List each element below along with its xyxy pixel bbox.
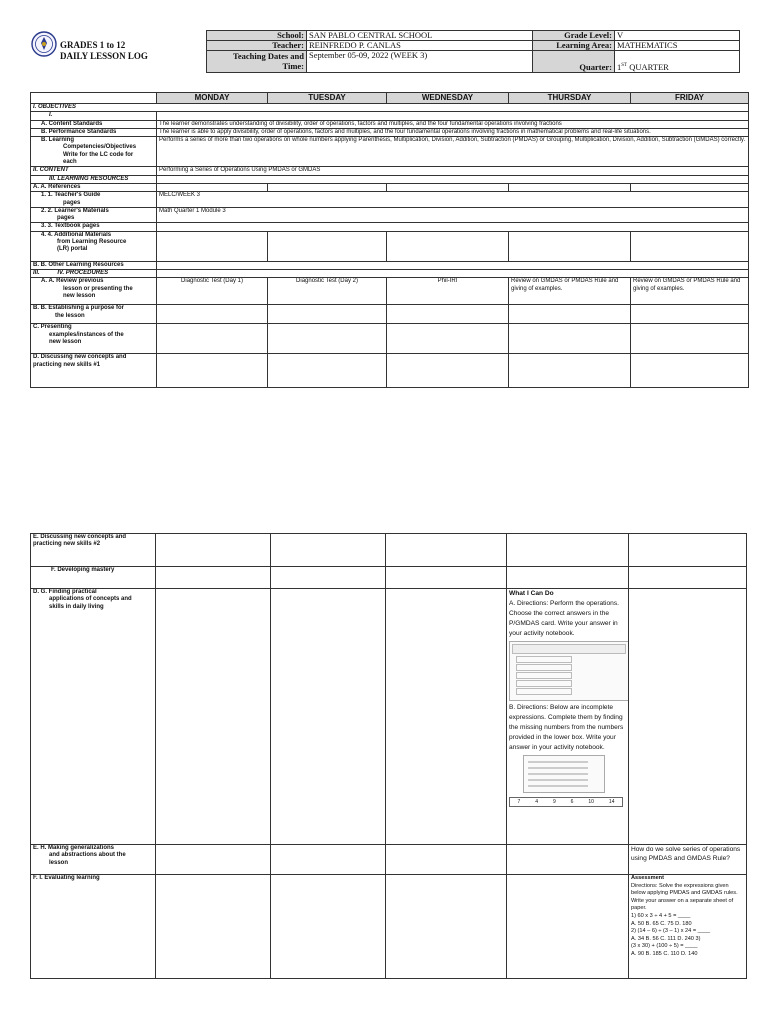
lm-label-2: pages (57, 215, 75, 222)
review-label (31, 278, 157, 305)
school-value: SAN PABLO CENTRAL SCHOOL (307, 31, 533, 41)
content-standards-label: A. Content Standards (31, 120, 157, 128)
pgmdas-card-image (509, 641, 629, 701)
lesson-log-table-page1 (30, 92, 749, 388)
number-box-item: 7 (517, 799, 521, 805)
additional-materials-label (31, 231, 157, 261)
practical-label-1: D. G. Finding practical (33, 589, 97, 595)
review-friday: Review on GMDAS or PMDAS Rule and giving of examples. (631, 278, 749, 305)
teacher-value: REINFREDO P. CANLAS (307, 41, 533, 51)
generalization-friday: How do we solve series of operations using PMDAS and GMDAS Rule? (629, 845, 747, 875)
purpose-label-1: B. B. Establishing a purpose for (33, 305, 125, 312)
review-label-2: lesson or presenting the (63, 285, 133, 292)
review-label-3: new lesson (63, 292, 96, 299)
form-title (60, 40, 148, 62)
dates-value: September 05-09, 2022 (WEEK 3) (307, 51, 533, 73)
presenting-label-1: C. Presenting (33, 324, 72, 331)
textbook-pages-label: 3. 3. Textbook pages (31, 223, 157, 231)
presenting-label-3: new lesson (49, 338, 82, 345)
dates-label-line1: Teaching Dates and (232, 51, 304, 61)
learners-materials-label (31, 207, 157, 223)
quarter-word: QUARTER (629, 62, 669, 72)
directions-a: A. Directions: Perform the operations. Choose the correct answers in the P/GMDAS card. Write your answer in your activity notebook. (509, 600, 619, 637)
presenting-label-2: examples/instances of the (49, 331, 124, 338)
gen-label-1: E. H. Making generalizations (33, 845, 115, 851)
generalization-label (31, 845, 156, 875)
add-label-2: from Learning Resource (57, 239, 127, 246)
day-monday: MONDAY (157, 93, 268, 104)
assessment-q2: 2) (14 – 6) ÷ (3 – 1) x 24 = ____ (631, 928, 711, 935)
practical-label (31, 589, 156, 845)
competencies-value: Performs a series of more than two operations on whole numbers applying Parenthesis, Multiplication, Division, Addition, Subtraction (PMDAS) or Grouping, Multiplication, Division, Addition, Subtraction (GMDAS) correctly. (157, 137, 749, 167)
practical-label-3: skills in daily living (49, 603, 104, 610)
grade-value: V (615, 31, 740, 41)
other-resources-label: B. B. Other Learning Resources (31, 261, 157, 269)
add-label-1: 4. 4. Additional Materials (41, 231, 112, 238)
quarter-suffix: ST (621, 63, 628, 69)
number-box (509, 797, 623, 807)
learners-materials-value: Math Quarter 1 Module 3 (157, 207, 749, 223)
gen-label-2: and abstractions about the (49, 852, 126, 859)
performance-standards-value: The learner is able to apply divisibility, order of operations, factors and multiples, and the four fundamental operations involving fractions in mathematical problems and real-life situations. (157, 128, 749, 136)
directions-b: B. Directions: Below are incomplete expressions. Complete them by finding the missing numbers from the numbers provided in the lower box. Write your answer in your activity notebook. (509, 704, 624, 751)
performance-standards-label: B. Performance Standards (31, 128, 157, 136)
content-label: II. CONTENT (31, 167, 157, 175)
review-wednesday: Phil-IRI (387, 278, 509, 305)
teachers-guide-label (31, 192, 157, 208)
assessment-q2-choices: A. 34 B. 56 C. 111 D. 240 3) (631, 935, 701, 942)
quarter-value (615, 51, 740, 73)
competencies-label-3: Write for the LC code for (63, 151, 134, 158)
teacher-label: Teacher: (207, 41, 307, 51)
lm-label-1: 2. 2. Learner's Materials (41, 207, 109, 214)
presenting-label (31, 324, 157, 354)
procedures-heading (31, 270, 157, 278)
discussing-1-label (31, 354, 157, 388)
grade-label: Grade Level: (533, 31, 615, 41)
evaluating-label: F. I. Evaluating learning (31, 875, 156, 979)
tg-label-2: pages (63, 199, 81, 206)
competencies-label-4: each (63, 159, 77, 166)
review-thursday: Review on GMDAS or PMDAS Rule and giving of examples. (509, 278, 631, 305)
number-box-item: 4 (535, 799, 538, 805)
teachers-guide-value: MELC/WEEK 3 (157, 192, 749, 208)
form-title-line1: GRADES 1 to 12 (60, 40, 126, 50)
assessment-directions: Directions: Solve the expressions given below applying PMDAS and GMDAS rules. Write your answer on a separate sheet of paper. (631, 882, 738, 912)
incomplete-expressions-image (523, 755, 605, 793)
content-standards-value: The learner demonstrates understanding of divisibility, order of operations, factors and multiples, and the four fundamental operations involving fractions (157, 120, 749, 128)
practical-label-2: applications of concepts and (49, 596, 132, 603)
assessment-q3-choices: A. 90 B. 185 C. 110 D. 140 (631, 950, 698, 957)
number-box-item: 9 (552, 799, 556, 805)
discuss1-label-2: practicing new skills #1 (33, 361, 101, 368)
assessment-friday (629, 875, 747, 979)
assessment-q1-choices: A. 50 B. 65 C. 75 D. 180 (631, 920, 692, 927)
competencies-label-2: Competencies/Objectives (63, 144, 137, 151)
header-info-table (206, 30, 740, 73)
dates-label (207, 51, 307, 73)
competencies-label (31, 137, 157, 167)
area-value: MATHEMATICS (615, 41, 740, 51)
add-label-3: (LR) portal (57, 246, 88, 253)
tg-label-1: 1. 1. Teacher's Guide (41, 192, 101, 199)
objectives-heading: I. OBJECTIVES (31, 104, 749, 112)
day-thursday: THURSDAY (509, 93, 631, 104)
assessment-title: Assessment (631, 875, 664, 881)
references-label: A. A. References (31, 183, 157, 191)
procedures-heading-2: IV. PROCEDURES (57, 270, 109, 277)
assessment-q1: 1) 60 x 3 ÷ 4 + 5 = ____ (631, 912, 691, 919)
what-i-can-do-title: What I Can Do (509, 590, 554, 597)
procedures-heading-1: III. (33, 270, 40, 277)
learning-resources-heading: III. LEARNING RESOURCES (31, 175, 157, 183)
dates-label-line2: Time: (282, 61, 304, 71)
school-label: School: (207, 31, 307, 41)
competencies-label-1: B. Learning (41, 137, 75, 144)
quarter-label: Quarter: (533, 51, 615, 73)
review-tuesday: Diagnostic Test (Day 2) (268, 278, 387, 305)
purpose-label-2: the lesson (55, 312, 85, 319)
content-value: Performing a Series of Operations Using PMDAS or GMDAS (157, 167, 749, 175)
day-friday: FRIDAY (631, 93, 749, 104)
deped-logo (31, 31, 57, 57)
practical-thursday (507, 589, 629, 845)
day-tuesday: TUESDAY (268, 93, 387, 104)
day-wednesday: WEDNESDAY (387, 93, 509, 104)
objectives-sub: I. (31, 112, 157, 120)
quarter-number: 1 (617, 62, 622, 72)
number-box-item: 14 (608, 799, 615, 805)
discuss1-label-1: D. Discussing new concepts and (33, 354, 127, 361)
area-label: Learning Area: (533, 41, 615, 51)
lesson-log-table-page2 (30, 533, 747, 979)
review-label-1: A. A. Review previous (41, 278, 104, 285)
discussing-2-label (31, 534, 156, 567)
number-box-item: 6 (570, 799, 574, 805)
number-box-item: 10 (588, 799, 594, 805)
discuss2-label-1: E. Discussing new concepts and (33, 534, 127, 540)
discuss2-label-2: practicing new skills #2 (33, 541, 101, 548)
review-monday: Diagnostic Test (Day 1) (157, 278, 268, 305)
corner-cell (31, 93, 157, 104)
gen-label-3: lesson (49, 859, 69, 866)
purpose-label (31, 305, 157, 324)
assessment-q3: (3 x 30) + (100 ÷ 5) = ____ (631, 943, 698, 950)
mastery-label: F. Developing mastery (31, 567, 156, 589)
form-title-line2: DAILY LESSON LOG (60, 51, 148, 61)
